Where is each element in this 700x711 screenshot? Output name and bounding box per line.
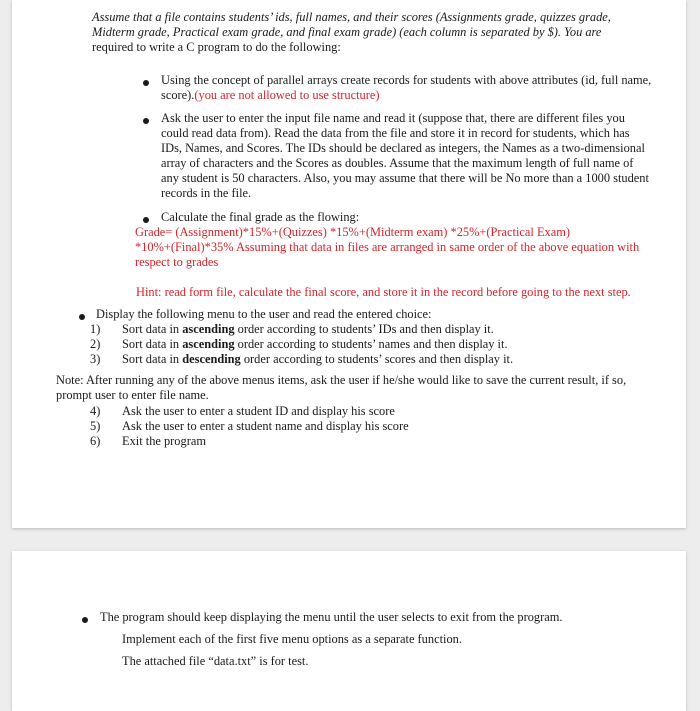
structure-warning: (you are not allowed to use structure) (194, 88, 380, 102)
document-page-2 (12, 551, 686, 711)
menu-item-1 (122, 322, 494, 337)
note-line-1: Note: After running any of the above menus items, ask the user if he/she would like to save the current result, if so, (56, 373, 627, 387)
menu-item-3 (122, 352, 513, 367)
page2-bullet-text: The program should keep displaying the menu until the user selects to exit from the program. (100, 610, 563, 624)
menu-number: 6) (90, 434, 101, 448)
menu-item-keyword: ascending (182, 322, 235, 336)
menu-item-2 (122, 337, 508, 352)
hint-text: Hint: read form file, calculate the final score, and store it in the record before going to the next step. (136, 285, 631, 299)
menu-item-keyword: ascending (182, 337, 235, 351)
bullet-1-line-2 (161, 88, 379, 103)
menu-number: 1) (90, 322, 101, 336)
bullet-dot (143, 80, 149, 86)
page2-line-2: Implement each of the first five menu options as a separate function. (122, 632, 462, 646)
grade-formula-line-2: *10%+(Final)*35% Assuming that data in files are arranged in same order of the above equation with (135, 240, 640, 254)
page2-line-3: The attached file “data.txt” is for test. (122, 654, 309, 668)
menu-number: 5) (90, 419, 101, 433)
intro-line-1: Assume that a file contains students’ ids, full names, and their scores (Assignments grade, quizzes grade, (92, 10, 611, 24)
bullet-3-line-1: Calculate the final grade as the flowing: (161, 210, 360, 224)
menu-item-keyword: descending (182, 352, 241, 366)
menu-item-text: Sort data in (122, 322, 183, 336)
menu-item-text: order according to students’ scores and then display it. (240, 352, 514, 366)
bullet-1-text: score). (161, 88, 195, 102)
menu-item-4: Ask the user to enter a student ID and display his score (122, 404, 395, 418)
menu-item-text: order according to students’ names and then display it. (234, 337, 508, 351)
document-page-1 (12, 0, 686, 528)
bullet-2-line-6: records in the file. (161, 186, 252, 200)
grade-formula-line-3: respect to grades (135, 255, 219, 269)
bullet-2-line-1: Ask the user to enter the input file name and read it (suppose that, there are different files you (161, 111, 625, 125)
grade-formula-line-1: Grade= (Assignment)*15%+(Quizzes) *15%+(Midterm exam) *25%+(Practical Exam) (135, 225, 570, 239)
bullet-2-line-3: IDs, Names, and Scores. The IDs should be declared as integers, the Names as a two-dimensional (161, 141, 645, 155)
bullet-2-line-5: any student is 50 characters. Also, you may assume that there will be No more than a 1000 student (161, 171, 649, 185)
bullet-2-line-2: could read data from). Read the data from the file and store it in record for students, which has (161, 126, 630, 140)
menu-item-5: Ask the user to enter a student name and display his score (122, 419, 409, 433)
menu-number: 4) (90, 404, 101, 418)
intro-line-3: required to write a C program to do the following: (92, 40, 341, 54)
bullet-dot (143, 118, 149, 124)
bullet-2-line-4: array of characters and the Scores as doubles. Assume that the maximum length of full name of (161, 156, 634, 170)
note-line-2: prompt user to enter file name. (56, 388, 209, 402)
menu-title: Display the following menu to the user and read the entered choice: (96, 307, 432, 321)
bullet-dot (82, 617, 88, 623)
bullet-dot (79, 314, 85, 320)
menu-item-6: Exit the program (122, 434, 206, 448)
menu-item-text: Sort data in (122, 337, 183, 351)
menu-number: 3) (90, 352, 101, 366)
menu-item-text: order according to students’ IDs and then display it. (234, 322, 494, 336)
intro-line-2: Midterm grade, Practical exam grade, and final exam grade) (each column is separated by $). You are (92, 25, 602, 39)
menu-item-text: Sort data in (122, 352, 183, 366)
bullet-1-line-1: Using the concept of parallel arrays create records for students with above attributes (id, full name, (161, 73, 652, 87)
bullet-dot (143, 217, 149, 223)
menu-number: 2) (90, 337, 101, 351)
